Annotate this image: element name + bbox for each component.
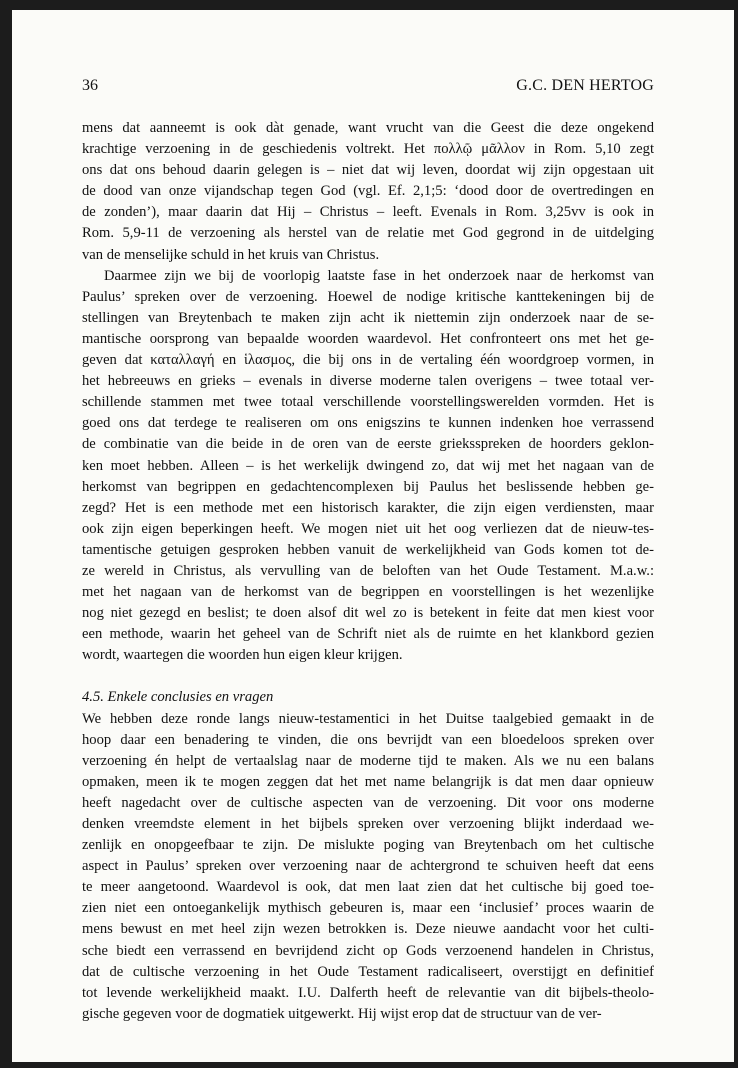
text-line: zenlijk en onopgeefbaar te zijn. De mislukte poging van Breytenbach om het cultische <box>82 837 654 854</box>
text-line: het hebreeuws en grieks – evenals in diverse moderne talen overigens – twee totaal ver- <box>82 373 654 390</box>
text-line: goed ons dat terdege te realiseren om ons enigszins te kunnen indenken hoe verrassend <box>82 415 654 432</box>
text-line: verzoening én helpt de vertaalslag naar de moderne tijd te maken. Als we nu een balans <box>82 752 654 769</box>
body-text <box>82 118 654 1025</box>
text-line: denken vreemdste element in het bijbels spreken over verzoening blijkt inderdaad we- <box>82 816 654 832</box>
text-line: met het nagaan van de herkomst van de begrippen en voorstellingen is het wezenlijke <box>82 584 654 601</box>
text-line: tamentische getuigen gesproken hebben vanuit de werkelijkheid van Gods komen tot de- <box>82 541 654 558</box>
text-line: schillende stammen met twee totaal verschillende voorstellingswerelden vormden. Het is <box>82 394 654 411</box>
text-line: ze wereld in Christus, als vervulling van de beloften van het Oude Testament. M.a.w.: <box>82 562 654 579</box>
text-line: gische gegeven voor de dogmatiek uitgewerkt. Hij wijst erop dat de structuur van de ver- <box>82 1005 602 1022</box>
text-line: heeft nagedacht over de cultische aspecten van de verzoening. Dit voor ons moderne <box>82 794 654 811</box>
text-line: stellingen van Breytenbach te maken zijn acht ik niettemin zijn onderzoek naar de se- <box>82 309 654 326</box>
text-line: krachtige verzoening in de geschiedenis voltrekt. Het πολλῷ μᾶλλον in Rom. 5,10 zegt <box>82 141 654 158</box>
text-line: van de menselijke schuld in het kruis van Christus. <box>82 246 380 263</box>
text-line: sche biedt een verrassend en bevrijdend zicht op Gods verzoenend handelen in Christus, <box>82 942 654 959</box>
page-header <box>82 77 654 101</box>
text-line: wordt, waartegen die woorden hun eigen kleur krijgen. <box>82 647 403 664</box>
text-line: mantische oorsprong van bepaalde woorden waardevol. Het confronteert ons met het ge- <box>82 330 654 347</box>
text-line: ons dat ons behoud daarin gelegen is – niet dat wij leven, doordat wij zijn opgestaan uit <box>82 162 654 179</box>
paragraph-1 <box>82 118 654 266</box>
text-line: herkomst van begrippen en gedachtencomplexen bij Paulus het beslissende hebben ge- <box>82 478 654 495</box>
paragraph-3 <box>82 709 654 1025</box>
section-heading: 4.5. Enkele conclusies en vragen <box>82 689 274 706</box>
text-line: mens bewust en met heel zijn wezen betrokken is. Deze nieuwe aandacht voor het culti- <box>82 921 654 938</box>
text-line: te meer aangetoond. Waardevol is ook, dat men laat zien dat het cultische bij goed toe- <box>82 879 654 896</box>
text-line: dat de cultische verzoening in het Oude Testament radicaliseert, overstijgt en definitief <box>82 963 654 980</box>
text-line: de combinatie van die beide in de oren van de eerste grieksspreken de hoorders geklon- <box>82 436 654 453</box>
text-line: geven dat καταλλαγή en ἱλασμος, die bij ons in de vertaling één woordgroep vormen, in <box>82 352 654 369</box>
text-line: ken moet hebben. Alleen – is het werkelijk dwingend zo, dat wij met het nagaan van de <box>82 457 654 474</box>
text-line: een methode, waarin het geheel van de Schrift niet als de ruimte en het klankbord gezien <box>82 626 654 643</box>
text-line: opmaken, meen ik te mogen zeggen dat het met name belangrijk is dat men daar opnieuw <box>82 773 654 790</box>
running-head: G.C. DEN HERTOG <box>516 77 654 94</box>
text-line: de dood van onze vijandschap tegen God (vgl. Ef. 2,1;5: ‘dood door de overtredingen en <box>82 183 654 200</box>
text-line: hoop daar een benadering te vinden, die ons bevrijdt van een bloedeloos spreken over <box>82 731 654 748</box>
text-line: Daarmee zijn we bij de voorlopig laatste fase in het onderzoek naar de herkomst van <box>104 267 654 284</box>
text-line: de zonden’), maar daarin dat Hij – Christus – leeft. Evenals in Rom. 3,25vv is ook in <box>82 204 654 221</box>
text-line: zegd? Het is een methode met een historisch karakter, die zijn eigen verdiensten, maar <box>82 499 654 516</box>
text-line: ook zijn eigen beperkingen heeft. We mogen niet uit het oog verliezen dat de nieuw-tes- <box>82 520 654 537</box>
text-line: We hebben deze ronde langs nieuw-testamentici in het Duitse taalgebied gemaakt in de <box>82 710 654 727</box>
text-line: tot levende werkelijkheid maakt. I.U. Dalferth heeft de relevantie van dit bijbels-theolo- <box>82 984 654 1001</box>
text-line: Paulus’ spreken over de verzoening. Hoewel de nodige kritische kanttekeningen bij de <box>82 288 654 305</box>
text-line: aspect in Paulus’ spreken over verzoening naar de achtergrond te schuiven heeft dat eens <box>82 858 654 875</box>
book-page <box>12 10 734 1062</box>
paragraph-2 <box>82 266 654 667</box>
page-number: 36 <box>82 77 98 94</box>
text-line: zien niet een ontoegankelijk mythisch gebeuren is, maar een ‘inclusief’ proces waarin de <box>82 900 654 917</box>
text-line: mens dat aanneemt is ook dàt genade, want vrucht van die Geest die deze ongekend <box>82 120 654 136</box>
text-line: nog niet gezegd en beslist; te doen alsof dit wel zo is betekent in feite dat men kiest voor <box>82 605 654 622</box>
text-line: Rom. 5,9-11 de verzoening als herstel van de relatie met God gegrond in de uitdelging <box>82 225 654 242</box>
